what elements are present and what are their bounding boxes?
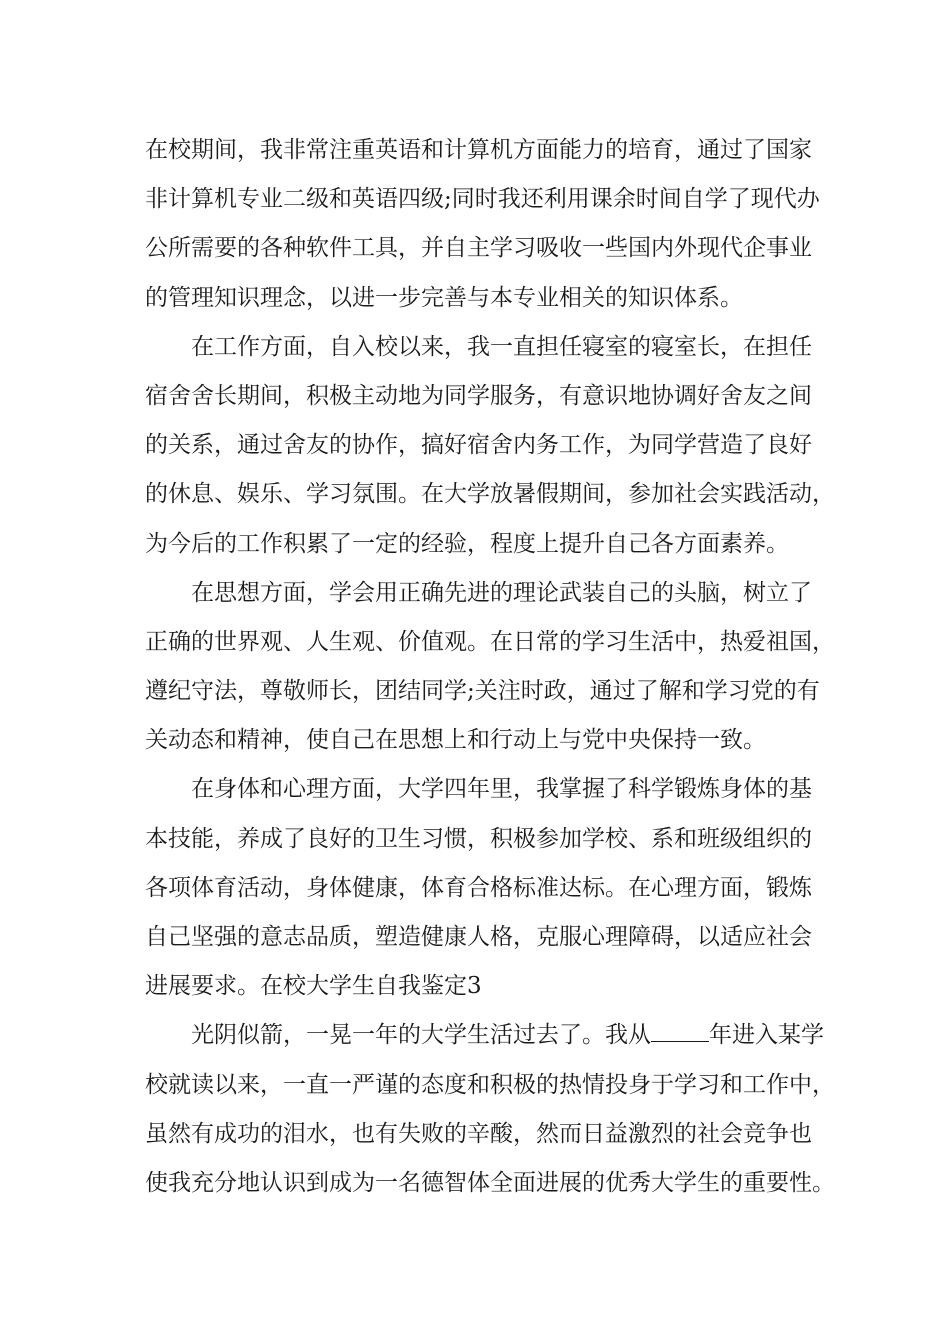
text-line: 非计算机专业二级和英语四级;同时我还利用课余时间自学了现代办 [145,186,820,213]
paragraph-start-time [145,1011,825,1060]
text-line: 各项体育活动，身体健康，体育合格标准达标。在心理方面，锻炼 [145,874,812,901]
paragraph-start-work: 在工作方面，自入校以来，我一直担任寝室的寝室长，在担任 [191,333,812,360]
text-fragment: 年进入某学 [709,1022,824,1049]
text-line: 公所需要的各种软件工具，并自主学习吸收一些国内外现代企事业 [145,235,812,262]
paragraph-start-health: 在身体和心理方面，大学四年里，我掌握了科学锻炼身体的基 [191,776,812,803]
paragraph-start-thought: 在思想方面，学会用正确先进的理论武装自己的头脑，树立了 [191,579,812,606]
text-line: 自己坚强的意志品质，塑造健康人格，克服心理障碍，以适应社会 [145,924,812,950]
text-line: 的管理知识理念，以进一步完善与本专业相关的知识体系。 [145,284,743,311]
text-line: 进展要求。在校大学生自我鉴定3 [145,973,482,1000]
text-line: 的关系，通过舍友的协作，搞好宿舍内务工作，为同学营造了良好 [145,432,812,459]
text-line: 遵纪守法，尊敬师长，团结同学;关注时政，通过了解和学习党的有 [145,678,820,705]
text-line: 宿舍舍长期间，积极主动地为同学服务，有意识地协调好舍友之间 [145,382,812,409]
text-line: 关动态和精神，使自己在思想上和行动上与党中央保持一致。 [145,727,766,754]
fill-in-blank [651,1021,709,1042]
text-line: 正确的世界观、人生观、价值观。在日常的学习生活中，热爱祖国， [145,628,835,655]
text-line: 的休息、娱乐、学习氛围。在大学放暑假期间，参加社会实践活动， [145,481,835,508]
text-line: 使我充分地认识到成为一名德智体全面进展的优秀大学生的重要性。 [145,1169,835,1196]
text-line: 本技能，养成了良好的卫生习惯，积极参加学校、系和班级组织的 [145,825,812,852]
document-body [145,126,835,1208]
text-line: 虽然有成功的泪水，也有失败的辛酸，然而日益激烈的社会竞争也 [145,1120,812,1147]
text-fragment: 光阴似箭，一晃一年的大学生活过去了。我从 [191,1022,651,1049]
text-line: 在校期间，我非常注重英语和计算机方面能力的培育，通过了国家 [145,137,812,163]
text-line: 校就读以来，一直一严谨的态度和积极的热情投身于学习和工作中， [145,1071,835,1098]
text-line: 为今后的工作积累了一定的经验，程度上提升自己各方面素养。 [145,530,789,557]
